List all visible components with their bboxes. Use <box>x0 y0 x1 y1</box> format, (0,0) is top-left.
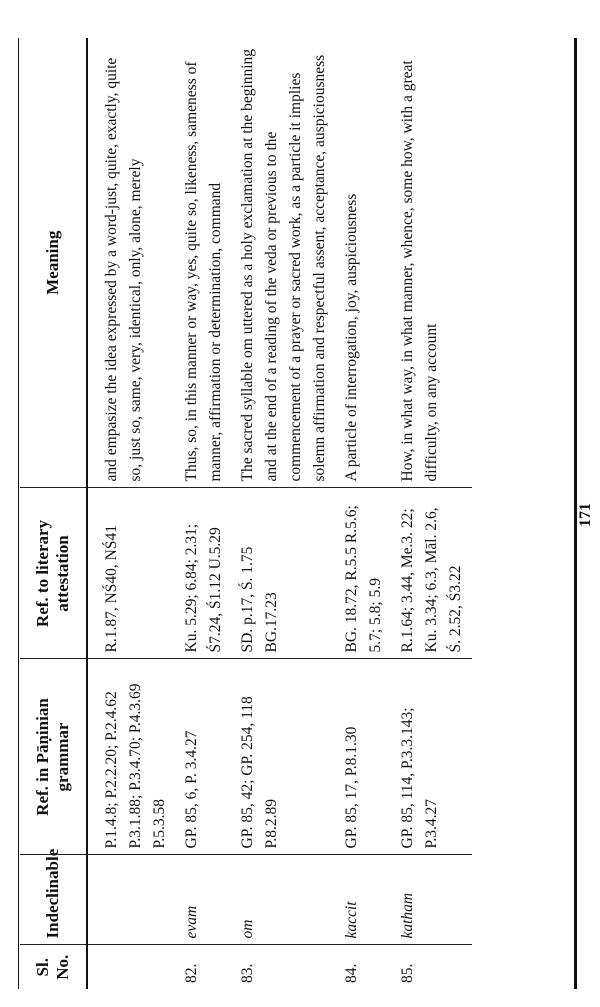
indeclinables-table <box>20 38 472 989</box>
row-sl <box>96 945 176 989</box>
row-panini: GP. 85, 6, P. 3.4.27 <box>176 659 232 855</box>
row-literary: Ku. 5.29; 6.84; 2.31; Ś7.24, Ś1.12 U.5.29 <box>176 488 232 659</box>
table-header-row <box>20 38 87 989</box>
row-literary: R.1.87, NŚ40, NŚ41 <box>96 488 176 659</box>
row-sl: 84. <box>343 963 361 983</box>
header-sl-no: Sl. No. <box>20 945 87 989</box>
row-meaning: A particle of interrogation, joy, auspiciousness <box>336 38 392 488</box>
row-word: evam <box>176 855 232 945</box>
row-panini: GP. 85, 42; GP. 254, 118 P.8.2.89 <box>232 659 336 855</box>
row-panini: GP. 85, 17, P.8.1.30 <box>336 659 392 855</box>
row-panini: GP. 85, 114, P.3.3.143; P.3.4.27 <box>392 659 472 855</box>
table-row <box>96 38 176 989</box>
row-sl: 83. <box>239 963 257 983</box>
header-literary-ref: Ref. to literary attestation <box>20 488 87 659</box>
table-row <box>176 38 232 989</box>
row-sl: 82. <box>183 963 201 983</box>
page-number: 171 <box>577 503 594 527</box>
table-row <box>392 38 472 989</box>
top-rule <box>18 38 19 989</box>
row-meaning: Thus, so, in this manner or way, yes, quite so, likeness, sameness of manner, affirmation or determination, command <box>176 38 232 488</box>
row-panini: P.1.4.8; P.2.2.20; P.2.4.62 P.3.1.88; P.3.4.70; P.4.3.69 P.5.3.58 <box>96 659 176 855</box>
row-word: kaccit <box>336 855 392 945</box>
row-meaning: The sacred syllable om uttered as a holy exclamation at the beginning and at the end of a reading of the veda or previous to the commencement of a prayer or sacred work, as a particle it implies solemn affirmation and respectful assent, acceptance, auspiciousness <box>232 38 336 488</box>
row-literary: SD. p.17, Ś. 1.75 BG.17.23 <box>232 488 336 659</box>
table-row <box>232 38 336 989</box>
header-indeclinable: Indeclinable <box>20 855 87 945</box>
table-row <box>336 38 392 989</box>
row-word <box>96 855 176 945</box>
row-meaning: How, in what way, in what manner, whence, some how, with a great difficulty, on any account <box>392 38 472 488</box>
row-literary: BG. 18.72, R.5.5 R.5.6; 5.7; 5.8; 5.9 <box>336 488 392 659</box>
row-word: katham <box>392 855 472 945</box>
header-meaning: Meaning <box>20 38 87 488</box>
header-panini-ref: Ref. in Pāṇinian grammar <box>20 659 87 855</box>
row-literary: R.1.64; 3.44, Me.3. 22; Ku. 3.34; 6.3, Māl. 2.6, Ś. 2.52, Ś3.22 <box>392 488 472 659</box>
row-meaning: and empasize the idea expressed by a word-just, quite, exactly, quite so, just so, same, very, identical, only, alone, merely <box>96 38 176 488</box>
row-sl: 85. <box>399 963 417 983</box>
row-word: om <box>232 855 336 945</box>
